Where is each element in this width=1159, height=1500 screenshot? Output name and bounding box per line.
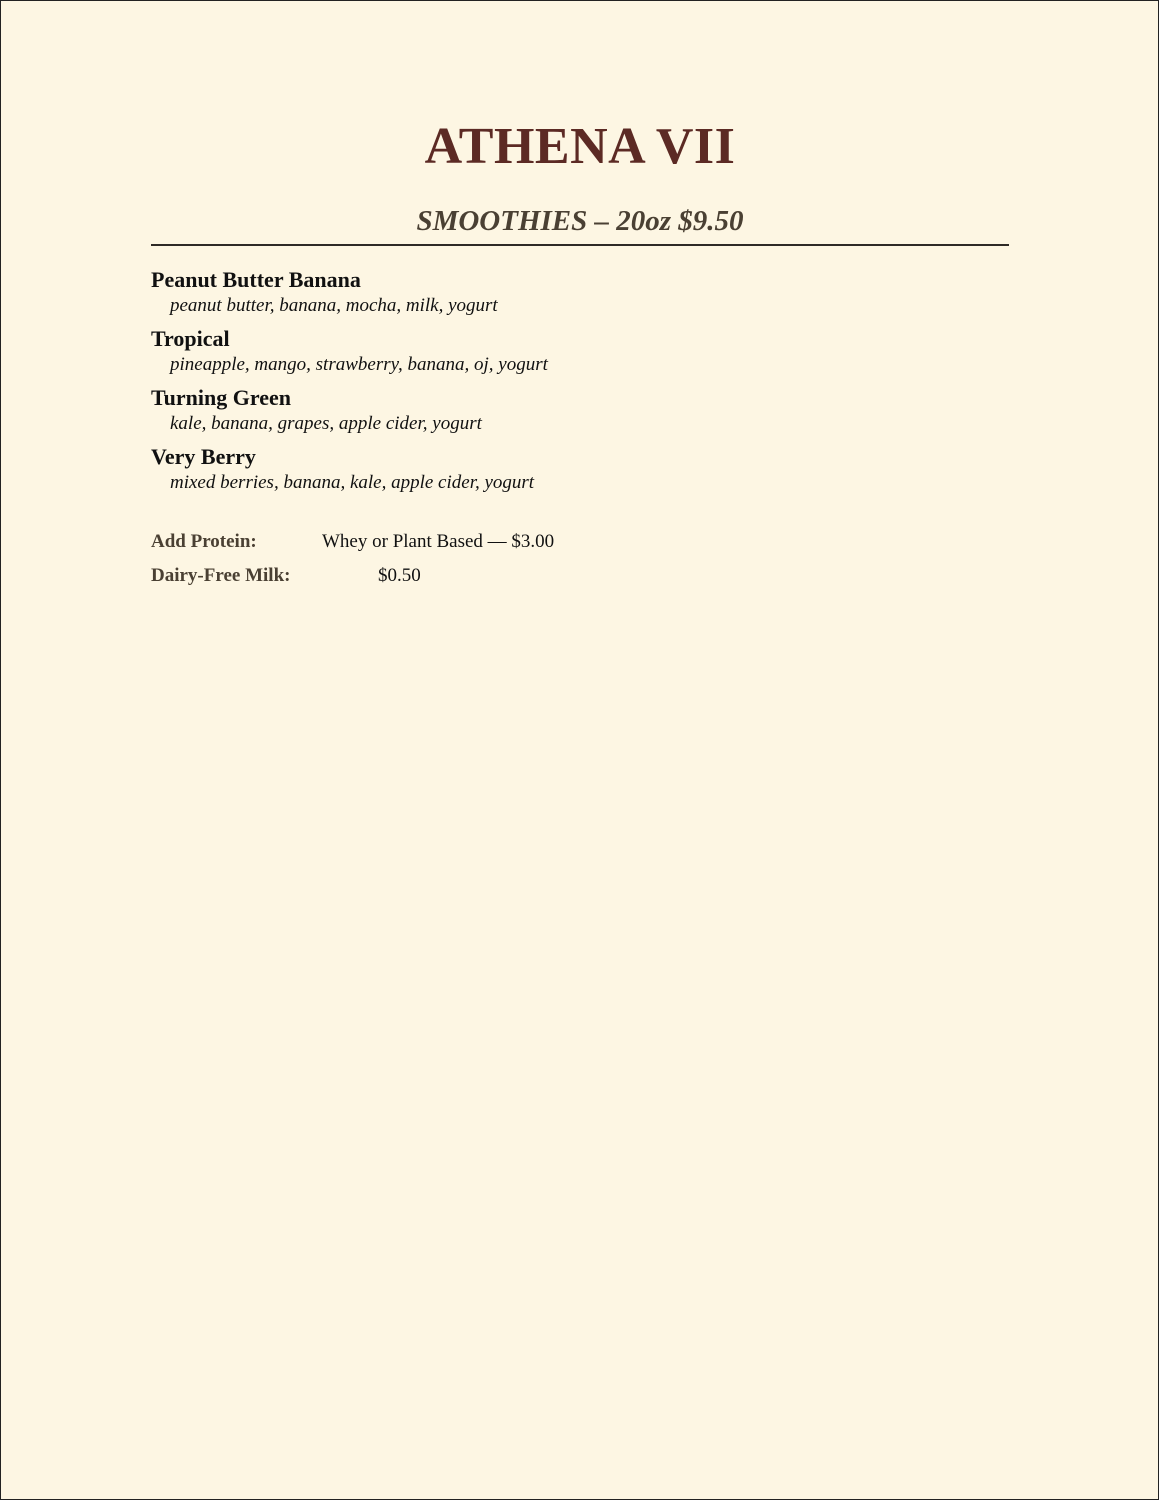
page-title: ATHENA VII [424, 118, 736, 175]
menu-item-name: Tropical [151, 326, 230, 351]
menu-item-description: kale, banana, grapes, apple cider, yogurt [170, 413, 482, 434]
addon-protein [151, 528, 1009, 558]
section-subtitle: SMOOTHIES – 20oz $9.50 [416, 205, 744, 237]
menu-item [151, 384, 1009, 443]
addon-value: $0.50 [378, 565, 421, 586]
addon-dairy-free-milk [151, 562, 1009, 592]
menu-item [151, 266, 1009, 325]
menu-item-description: peanut butter, banana, mocha, milk, yogurt [170, 295, 498, 316]
menu-item [151, 325, 1009, 384]
menu-item-description: pineapple, mango, strawberry, banana, oj, yogurt [170, 354, 548, 375]
menu-item-description: mixed berries, banana, kale, apple cider, yogurt [170, 472, 535, 493]
menu-item [151, 443, 1009, 502]
menu-item-name: Very Berry [151, 444, 256, 469]
addon-label: Add Protein: [151, 531, 257, 552]
smoothie-list [151, 266, 1009, 502]
menu-item-name: Turning Green [151, 385, 291, 410]
menu-item-name: Peanut Butter Banana [151, 267, 361, 292]
addon-label: Dairy-Free Milk: [151, 565, 291, 586]
header-divider [151, 244, 1009, 246]
addon-value: Whey or Plant Based — $3.00 [322, 531, 555, 552]
